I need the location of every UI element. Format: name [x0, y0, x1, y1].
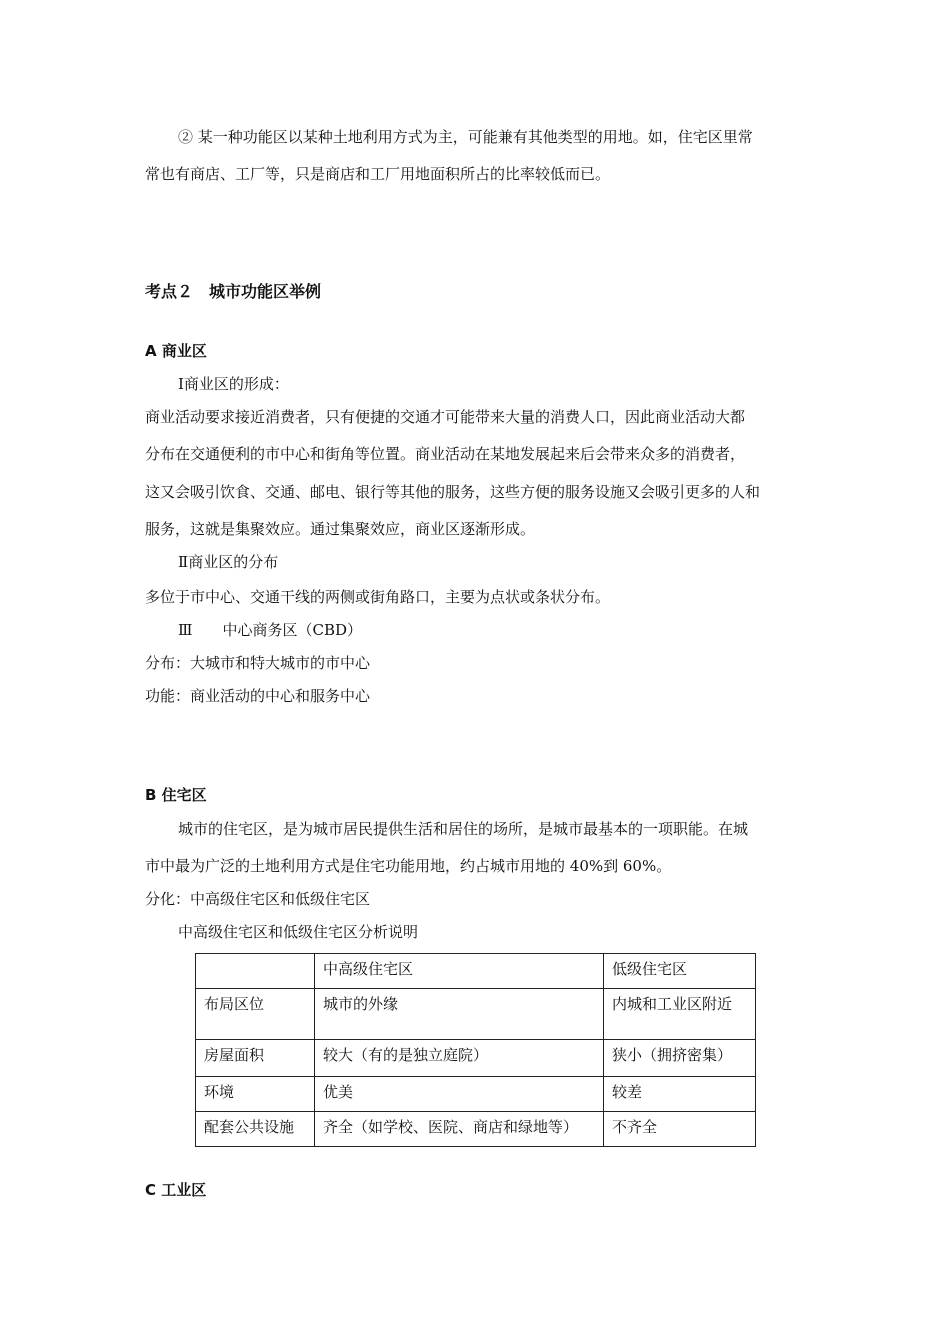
intro-line-2: 常也有商店、工厂等，只是商店和工厂用地面积所占的比率较低而已。 [145, 165, 611, 183]
residential-p1-line-2: 市中最为广泛的土地利用方式是住宅功能用地，约占城市用地的 40%到 60%。 [145, 857, 672, 875]
intro-line-1: ② 某一种功能区以某种土地利用方式为主，可能兼有其他类型的用地。如，住宅区里常 [178, 128, 753, 146]
commercial-p2: 多位于市中心、交通干线的两侧或街角路口，主要为点状或条状分布。 [145, 588, 611, 606]
residential-comparison-table [195, 953, 756, 1147]
commercial-p1-line-3: 这又会吸引饮食、交通、邮电、银行等其他的服务，这些方便的服务设施又会吸引更多的人和 [145, 483, 761, 501]
table-cell: 内城和工业区附近 [604, 989, 756, 1040]
table-cell: 较大（有的是独立庭院） [315, 1040, 604, 1077]
table-caption: 中高级住宅区和低级住宅区分析说明 [178, 923, 419, 941]
commercial-p1-line-2: 分布在交通便利的市中心和街角等位置。商业活动在某地发展起来后会带来众多的消费者， [145, 445, 746, 463]
table-header-cell: 中高级住宅区 [315, 954, 604, 989]
residential-differentiation: 分化：中高级住宅区和低级住宅区 [145, 890, 371, 908]
table-cell: 不齐全 [604, 1112, 756, 1147]
table-cell: 环境 [196, 1077, 315, 1112]
table-header-cell: 低级住宅区 [604, 954, 756, 989]
cbd-distribution: 分布：大城市和特大城市的市中心 [145, 654, 371, 672]
table-header-row [196, 954, 756, 989]
table-cell: 配套公共设施 [196, 1112, 315, 1147]
table-cell: 城市的外缘 [315, 989, 604, 1040]
table-cell: 较差 [604, 1077, 756, 1112]
table-row [196, 1112, 756, 1147]
table-header-cell [196, 954, 315, 989]
table-cell: 狭小（拥挤密集） [604, 1040, 756, 1077]
commercial-sub-formation: Ⅰ商业区的形成： [178, 375, 289, 393]
table-row [196, 1077, 756, 1112]
residential-heading: B 住宅区 [145, 786, 207, 804]
table-cell: 优美 [315, 1077, 604, 1112]
commercial-heading: A 商业区 [145, 342, 207, 360]
table-row [196, 989, 756, 1040]
section-title: 考点２ 城市功能区举例 [145, 282, 322, 301]
cbd-function: 功能：商业活动的中心和服务中心 [145, 687, 371, 705]
table-cell: 齐全（如学校、医院、商店和绿地等） [315, 1112, 604, 1147]
table-row [196, 1040, 756, 1077]
table-cell: 房屋面积 [196, 1040, 315, 1077]
industrial-heading: C 工业区 [145, 1181, 207, 1199]
commercial-p1-line-1: 商业活动要求接近消费者，只有便捷的交通才可能带来大量的消费人口，因此商业活动大都 [145, 408, 746, 426]
commercial-sub-distribution: Ⅱ商业区的分布 [178, 553, 279, 571]
residential-p1-line-1: 城市的住宅区，是为城市居民提供生活和居住的场所，是城市最基本的一项职能。在城 [178, 820, 749, 838]
table-cell: 布局区位 [196, 989, 315, 1040]
commercial-sub-cbd: Ⅲ 中心商务区（CBD） [178, 621, 362, 639]
commercial-p1-line-4: 服务，这就是集聚效应。通过集聚效应，商业区逐渐形成。 [145, 520, 536, 538]
